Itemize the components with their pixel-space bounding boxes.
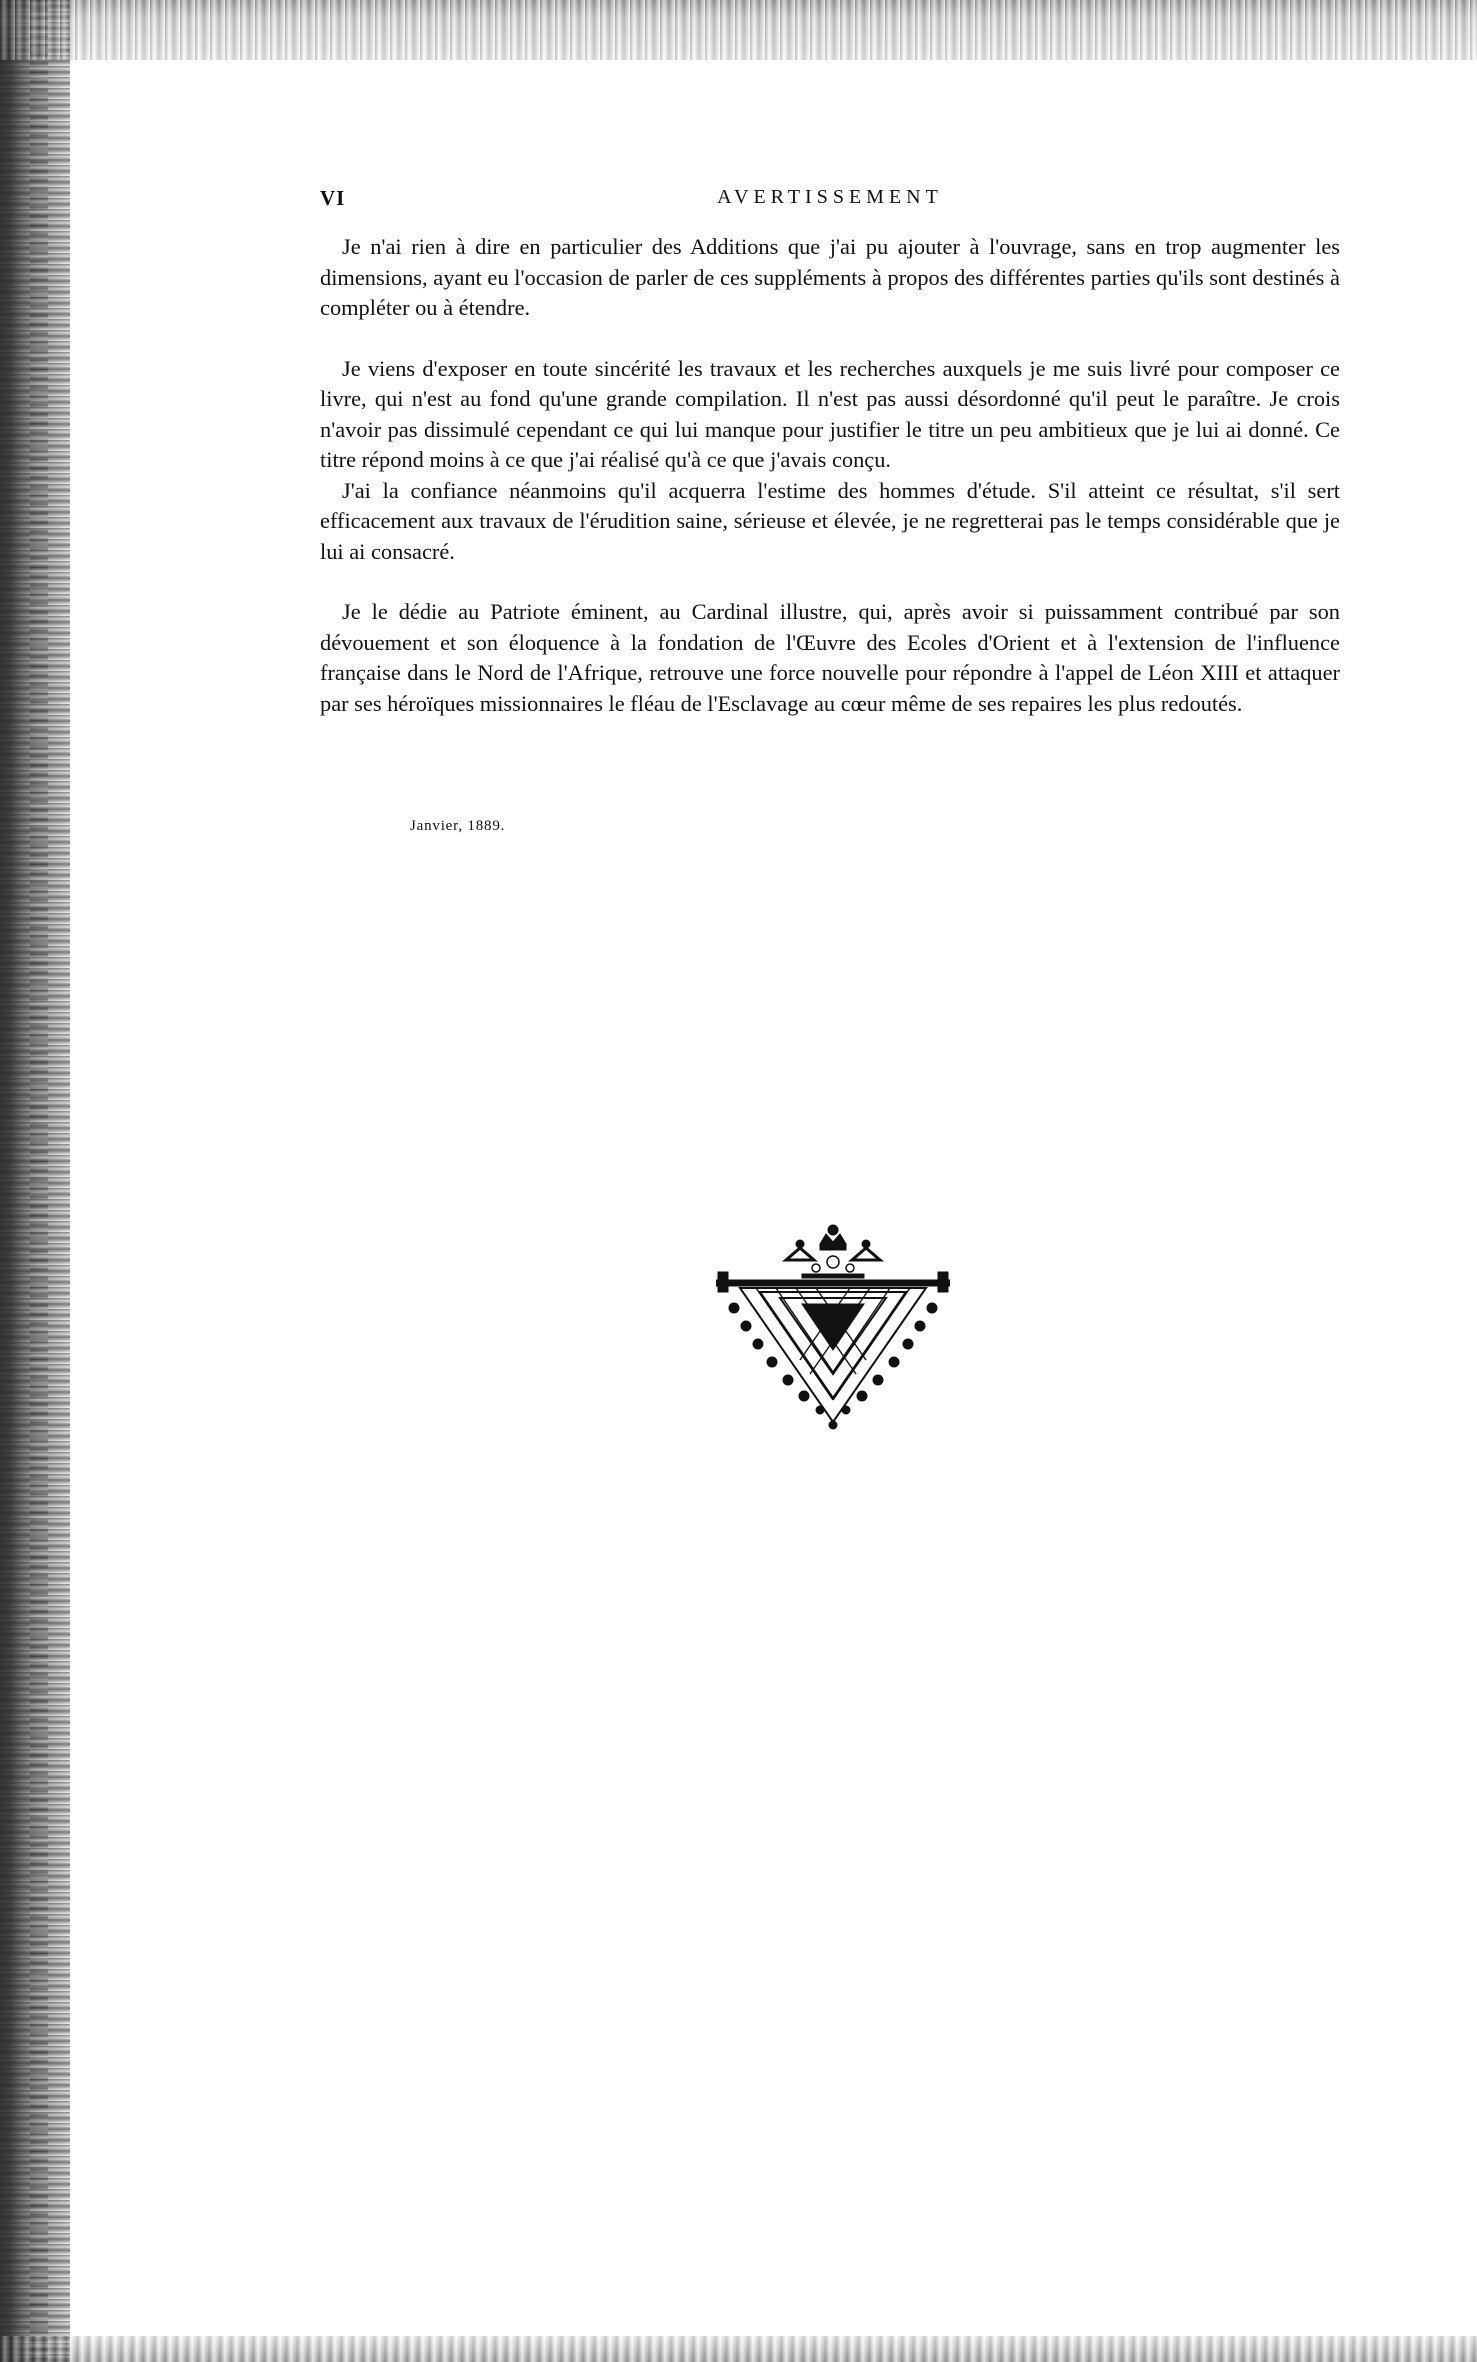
paragraph-gap — [320, 324, 1340, 354]
page-number: VI — [320, 186, 346, 210]
body-text — [320, 232, 1340, 719]
paragraph-gap — [320, 567, 1340, 597]
page-header — [320, 186, 1340, 218]
paragraph-confidence: J'ai la confiance néanmoins qu'il acquerra l'estime des hommes d'étude. S'il atteint ce résultat, s'il sert efficacement aux travaux de l'érudition saine, sérieuse et élevée, je ne regretterai pas le temps considérable que je lui ai consacré. — [320, 477, 1340, 564]
running-head: AVERTISSEMENT — [717, 186, 943, 208]
paragraph-dedication: Je le dédie au Patriote éminent, au Cardinal illustre, qui, après avoir si puissamment contribué par son dévouement et son éloquence à la fondation de l'Œuvre des Ecoles d'Orient et à l'extension de l'influence française dans le Nord de l'Afrique, retrouve une force nouvelle pour répondre à l'appel de Léon XIII et attaquer par ses héroïques missionnaires le fléau de l'Esclavage au cœur même de ses repaires les plus redoutés. — [320, 599, 1340, 716]
scan-edge-left-shadow — [30, 0, 48, 2362]
scan-edge-top — [0, 0, 1477, 60]
fleuron-ornament-icon — [716, 1222, 950, 1430]
paragraph-sincerity: Je viens d'exposer en toute sincérité les travaux et les recherches auxquels je me suis livré pour composer ce livre, qui n'est au fond qu'une grande compilation. Il n'est pas aussi désordonné qu'il peut le paraître. Je crois n'avoir pas dissimulé cependant ce qui lui manque pour justifier le titre un peu ambitieux que je lui ai donné. Ce titre répond moins à ce que j'ai réalisé qu'à ce que j'avais conçu. — [320, 355, 1340, 472]
dateline: Janvier, 1889. — [410, 818, 506, 834]
scan-edge-bottom — [0, 2336, 1477, 2362]
paragraph-additions: Je n'ai rien à dire en particulier des Additions que j'ai pu ajouter à l'ouvrage, sans en trop augmenter les dimensions, ayant eu l'occasion de parler de ces suppléments à propos des différentes parties qu'ils sont destinés à compléter ou à étendre. — [320, 234, 1340, 320]
